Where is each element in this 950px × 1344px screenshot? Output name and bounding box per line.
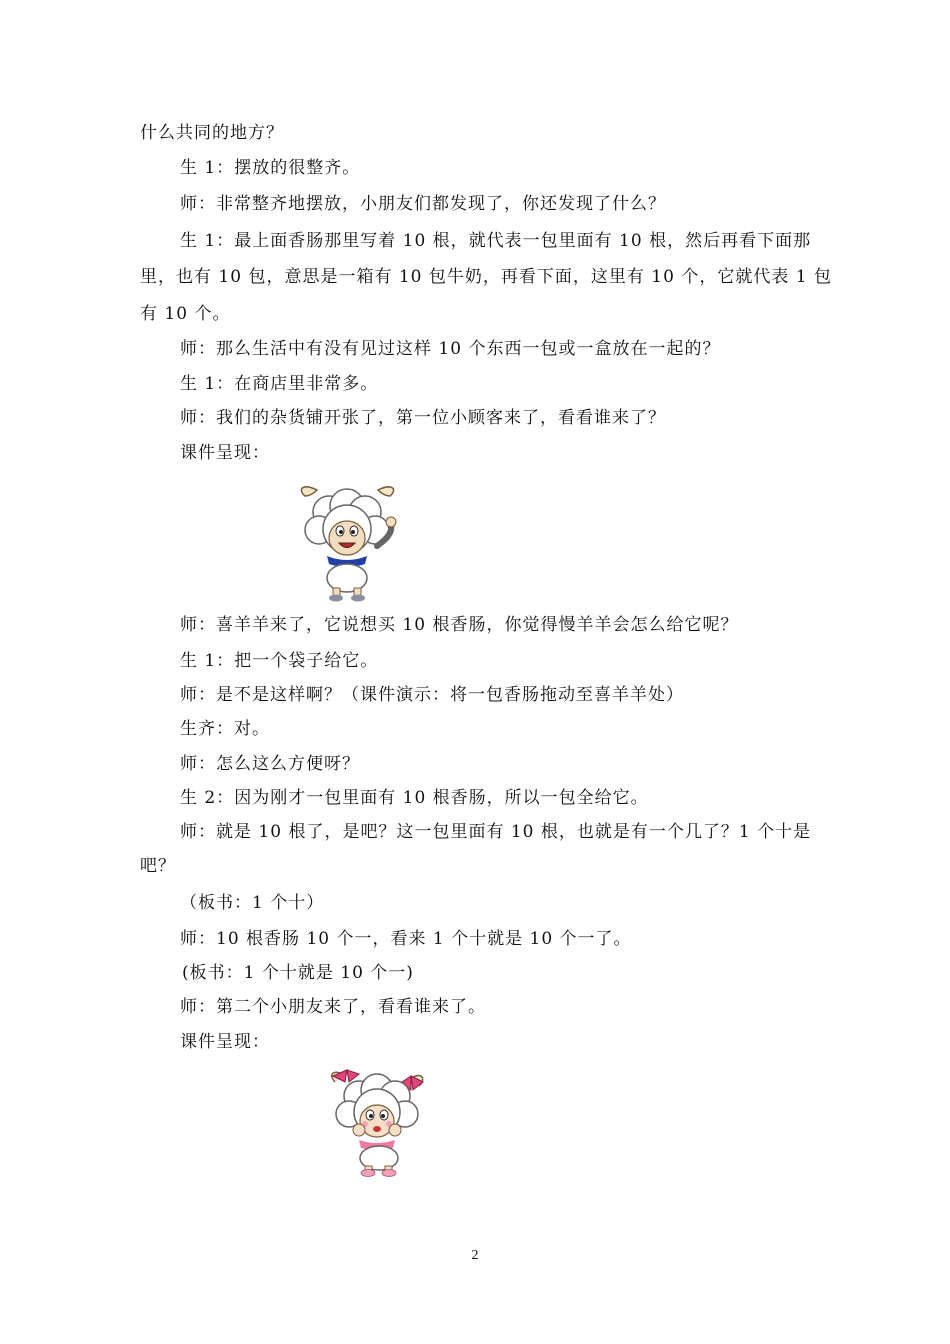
pretty-goat-image [325, 1066, 429, 1178]
text-line: 生 1：在商店里非常多。 [180, 374, 379, 394]
pleasant-goat-image [295, 484, 400, 602]
text-line: 生 1：摆放的很整齐。 [180, 158, 361, 178]
text-line: 师：喜羊羊来了，它说想买 10 根香肠，你觉得慢羊羊会怎么给它呢？ [180, 615, 739, 635]
text-line: 师：那么生活中有没有见过这样 10 个东西一包或一盒放在一起的？ [180, 339, 721, 359]
text-line: 师：非常整齐地摆放，小朋友们都发现了，你还发现了什么？ [180, 194, 666, 214]
text-line: 师：第二个小朋友来了，看看谁来了。 [180, 997, 486, 1017]
text-line: 生 2：因为刚才一包里面有 10 根香肠，所以一包全给它。 [180, 788, 649, 808]
text-line: 师：10 根香肠 10 个一，看来 1 个十就是 10 个一了。 [180, 929, 632, 949]
page-number: 2 [471, 1248, 479, 1263]
text-line: 生齐：对。 [180, 719, 270, 739]
text-line: 吧？ [140, 856, 176, 876]
text-line: (板书：1 个十就是 10 个一) [182, 963, 414, 983]
text-line: 有 10 个。 [140, 304, 231, 324]
text-line: 师：怎么这么方便呀？ [180, 754, 360, 774]
text-line: 师：是不是这样啊？（课件演示：将一包香肠拖动至喜羊羊处） [180, 685, 684, 705]
text-line: 课件呈现： [180, 1032, 270, 1052]
text-line: 生 1：把一个袋子给它。 [180, 651, 379, 671]
text-line: 里，也有 10 包，意思是一箱有 10 包牛奶，再看下面，这里有 10 个，它就代表 1 包 [140, 267, 832, 287]
text-line: 师：就是 10 根了，是吧？这一包里面有 10 根，也就是有一个几了？1 个十是 [180, 822, 812, 842]
text-line: （板书：1 个十） [180, 893, 325, 913]
text-line: 课件呈现： [180, 443, 270, 463]
text-line: 师：我们的杂货铺开张了，第一位小顾客来了，看看谁来了？ [180, 408, 666, 428]
text-line: 什么共同的地方？ [140, 123, 284, 143]
text-line: 生 1：最上面香肠那里写着 10 根，就代表一包里面有 10 根，然后再看下面那 [180, 231, 812, 251]
